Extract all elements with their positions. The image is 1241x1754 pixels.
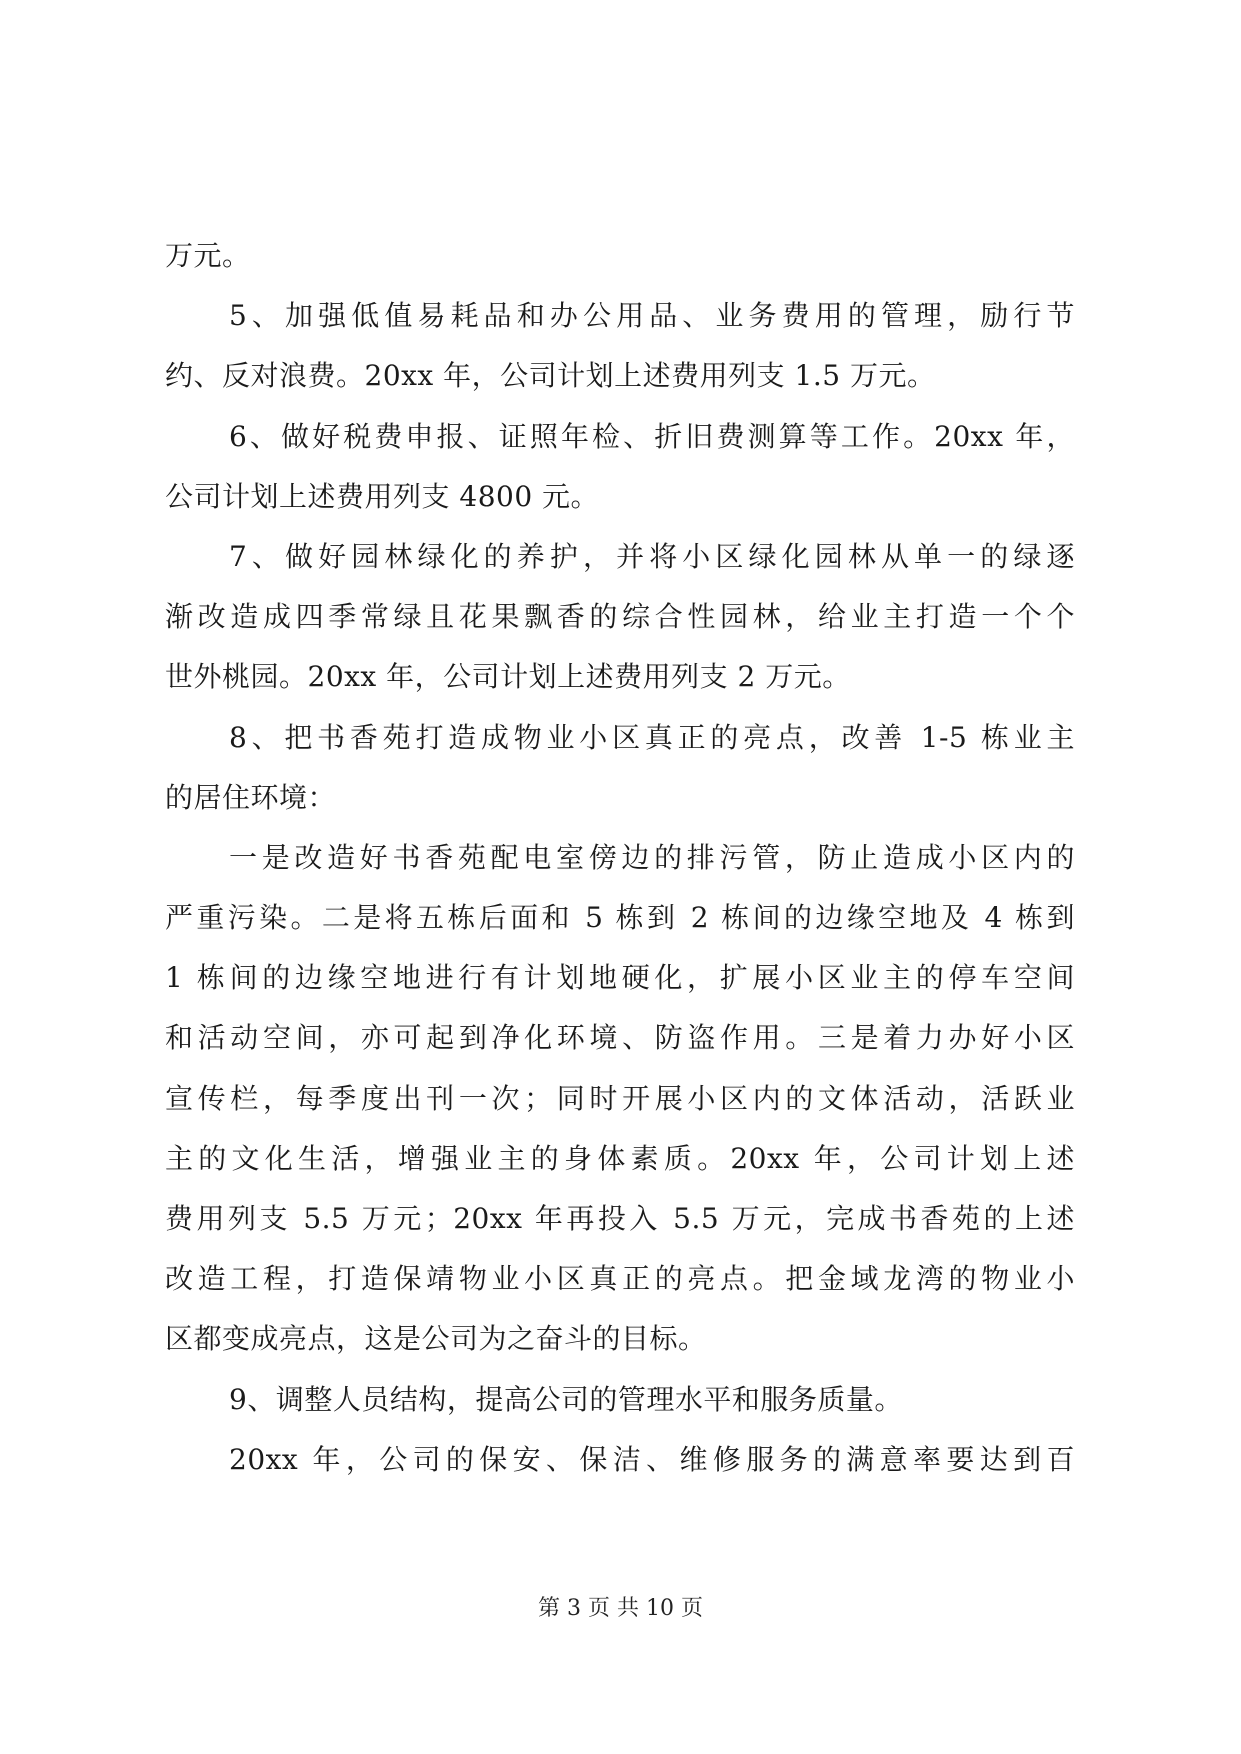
text-line: 的居住环境： (165, 780, 337, 814)
text-line: 约、反对浪费。20xx 年，公司计划上述费用列支 1.5 万元。 (165, 359, 936, 393)
text-line: 区都变成亮点，这是公司为之奋斗的目标。 (165, 1322, 707, 1356)
text-line: 20xx 年，公司的保安、保洁、维修服务的满意率要达到百 (229, 1442, 1075, 1476)
text-line: 1 栋间的边缘空地进行有计划地硬化，扩展小区业主的停车空间 (165, 961, 1075, 995)
text-line: 世外桃园。20xx 年，公司计划上述费用列支 2 万元。 (165, 660, 851, 694)
text-line: 9、调整人员结构，提高公司的管理水平和服务质量。 (229, 1382, 903, 1416)
text-line: 费用列支 5.5 万元；20xx 年再投入 5.5 万元，完成书香苑的上述 (165, 1202, 1075, 1235)
document-body (165, 226, 1075, 1490)
text-line: 和活动空间，亦可起到净化环境、防盗作用。三是着力办好小区 (165, 1021, 1075, 1055)
text-line: 改造工程，打造保靖物业小区真正的亮点。把金域龙湾的物业小 (165, 1262, 1075, 1296)
text-line: 公司计划上述费用列支 4800 元。 (165, 479, 600, 513)
text-line: 7、做好园林绿化的养护，并将小区绿化园林从单一的绿逐 (229, 539, 1075, 573)
text-line: 一是改造好书香苑配电室傍边的排污管，防止造成小区内的 (229, 840, 1075, 874)
text-line: 8、把书香苑打造成物业小区真正的亮点，改善 1-5 栋业主 (229, 720, 1075, 754)
text-line: 主的文化生活，增强业主的身体素质。20xx 年，公司计划上述 (165, 1141, 1075, 1175)
text-line: 宣传栏，每季度出刊一次；同时开展小区内的文体活动，活跃业 (165, 1081, 1075, 1115)
text-line: 严重污染。二是将五栋后面和 5 栋到 2 栋间的边缘空地及 4 栋到 (165, 901, 1075, 935)
text-line: 渐改造成四季常绿且花果飘香的综合性园林，给业主打造一个个 (165, 600, 1075, 634)
text-line: 5、加强低值易耗品和办公用品、业务费用的管理，励行节 (229, 299, 1075, 333)
text-line: 万元。 (165, 239, 251, 272)
text-line: 6、做好税费申报、证照年检、折旧费测算等工作。20xx 年， (229, 419, 1075, 453)
page-footer: 第 3 页 共 10 页 (538, 1596, 703, 1621)
